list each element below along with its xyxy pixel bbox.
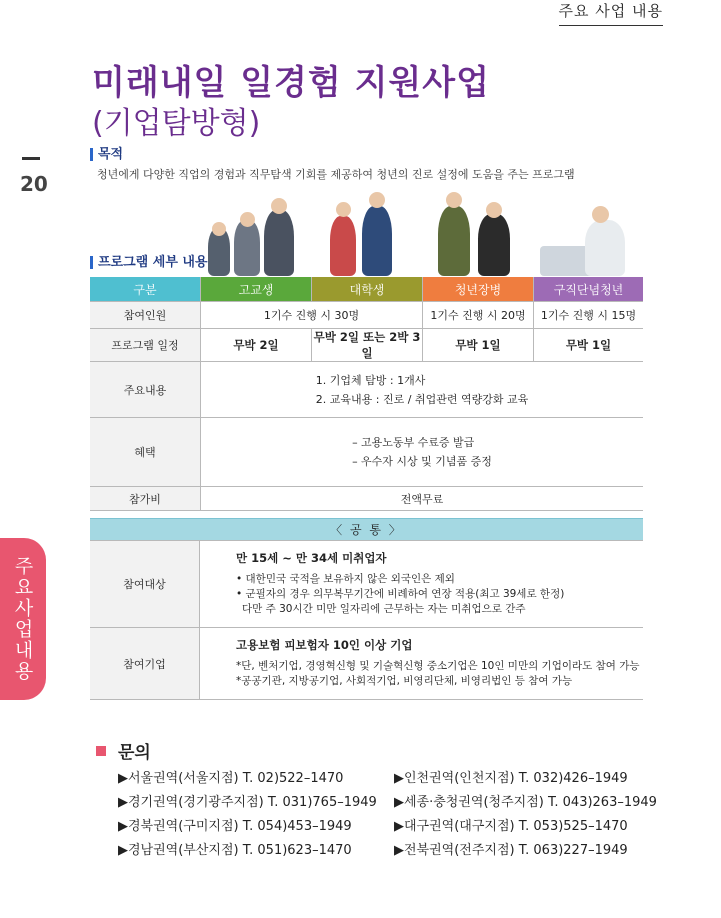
purpose-label: 목적	[90, 148, 123, 161]
photo-head	[271, 198, 287, 214]
content-line-1: 1. 기업체 탐방 : 1개사	[315, 373, 426, 387]
header-jobseeker: 구직단념청년	[534, 277, 644, 302]
content-line-2: 2. 교육내용 : 진로 / 취업관련 역량강화 교육	[315, 392, 529, 406]
student-photo	[234, 220, 260, 276]
program-label: 프로그램 세부 내용	[90, 256, 208, 269]
side-section-tab: 주요사업내용	[0, 538, 46, 700]
university-photo	[330, 216, 356, 276]
participants-school: 1기수 진행 시 30명	[201, 302, 423, 329]
schedule-high-school: 무박 2일	[201, 329, 312, 362]
inquiry-title	[96, 738, 151, 763]
photo-head	[212, 222, 226, 236]
contact-item: ▶경기권역(경기광주지점) T. 031)765–1949	[118, 795, 377, 810]
common-target-body	[200, 541, 644, 628]
common-header: 〈 공 통 〉	[90, 519, 643, 541]
page-subtitle: (기업탐방형)	[92, 106, 261, 141]
page-number: 20	[20, 172, 48, 196]
benefit-line-2: – 우수자 시상 및 기념품 증정	[352, 455, 492, 468]
benefit-line-1: – 고용노동부 수료증 발급	[352, 436, 475, 449]
target-line-2: • 군필자의 경우 의무복무기간에 비례하여 연장 적용(최고 39세로 한정)	[236, 588, 565, 600]
target-line-3: 다만 주 30시간 미만 일자리에 근무하는 자는 미취업으로 간주	[242, 603, 526, 615]
purpose-text: 청년에게 다양한 직업의 경험과 직무탐색 기회를 제공하여 청년의 진로 설정에 도움을 주는 프로그램	[97, 168, 575, 181]
contact-item: ▶전북권역(전주지점) T. 063)227–1949	[394, 843, 628, 858]
target-lead: 만 15세 ~ 만 34세 미취업자	[236, 551, 387, 565]
common-table	[90, 518, 643, 700]
row-label-benefit: 혜택	[90, 418, 201, 487]
header-soldier: 청년장병	[423, 277, 534, 302]
contact-item: ▶대구권역(대구지점) T. 053)525–1470	[394, 819, 628, 834]
photo-head	[369, 192, 385, 208]
benefit-cell	[201, 418, 644, 487]
benefit-lines	[352, 433, 492, 471]
common-company-body	[200, 628, 644, 700]
fee-value: 전액무료	[201, 487, 644, 511]
inquiry-title-text: 문의	[118, 743, 151, 763]
participants-soldier: 1기수 진행 시 20명	[423, 302, 534, 329]
content-lines	[316, 371, 528, 409]
photo-head	[446, 192, 462, 208]
participants-jobseeker: 1기수 진행 시 15명	[534, 302, 644, 329]
company-line-2: *공공기관, 지방공기업, 사회적기업, 비영리단체, 비영리법인 등 참여 가능	[236, 675, 573, 687]
schedule-soldier: 무박 1일	[423, 329, 534, 362]
photo-head	[486, 202, 502, 218]
header-high-school: 고교생	[201, 277, 312, 302]
photo-head	[240, 212, 255, 227]
photo-head	[592, 206, 609, 223]
company-lead: 고용보험 피보험자 10인 이상 기업	[236, 638, 413, 652]
contact-item: ▶세종·충청권역(청주지점) T. 043)263–1949	[394, 795, 657, 810]
schedule-jobseeker: 무박 1일	[534, 329, 644, 362]
student-photo	[264, 210, 294, 276]
photo-head	[336, 202, 351, 217]
square-bullet-icon	[96, 746, 106, 756]
contact-item: ▶경남권역(부산지점) T. 051)623–1470	[118, 843, 352, 858]
header-category: 구분	[90, 277, 201, 302]
row-label-participants: 참여인원	[90, 302, 201, 329]
schedule-university: 무박 2일 또는 2박 3일	[312, 329, 423, 362]
header-university: 대학생	[312, 277, 423, 302]
page-title: 미래내일 일경험 지원사업	[92, 63, 490, 103]
row-label-content: 주요내용	[90, 362, 201, 418]
university-photo	[362, 206, 392, 276]
contact-item: ▶인천권역(인천지점) T. 032)426–1949	[394, 771, 628, 786]
program-table	[90, 277, 643, 511]
participant-photos	[200, 192, 643, 276]
contact-item: ▶서울권역(서울지점) T. 02)522–1470	[118, 771, 344, 786]
target-line-1: • 대한민국 국적을 보유하지 않은 외국인은 제외	[236, 573, 455, 585]
jobseeker-photo	[585, 220, 625, 276]
content-cell	[201, 362, 644, 418]
common-label-target: 참여대상	[90, 541, 200, 628]
row-label-fee: 참가비	[90, 487, 201, 511]
soldier-photo	[478, 214, 510, 276]
page-number-rule	[22, 157, 40, 160]
common-label-company: 참여기업	[90, 628, 200, 700]
row-label-schedule: 프로그램 일정	[90, 329, 201, 362]
soldier-photo	[438, 206, 470, 276]
company-line-1: *단, 벤처기업, 경영혁신형 및 기술혁신형 중소기업은 10인 미만의 기업이라도 참여 가능	[236, 660, 640, 672]
contact-item: ▶경북권역(구미지점) T. 054)453–1949	[118, 819, 352, 834]
section-header-tag: 주요 사업 내용	[559, 0, 663, 26]
